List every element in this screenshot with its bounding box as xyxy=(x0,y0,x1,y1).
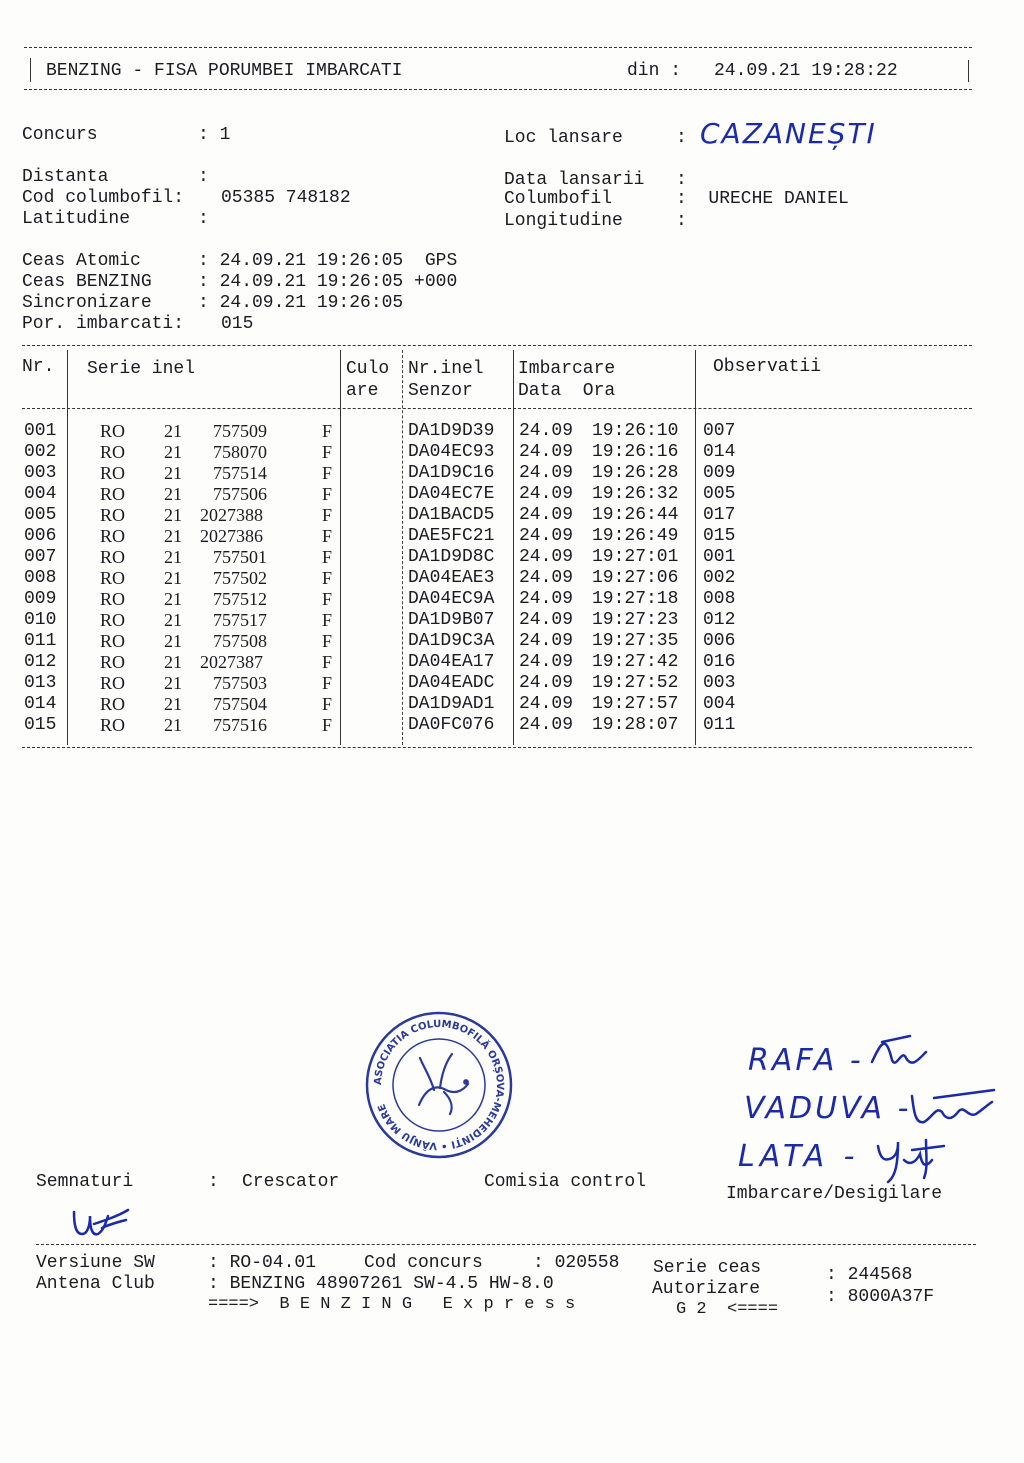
row-year: 21 xyxy=(164,505,182,525)
row-ring: 757508 xyxy=(213,631,267,651)
row-date: 24.09 xyxy=(519,694,574,714)
row-nr: 004 xyxy=(24,484,57,504)
handwritten-line-rafa: RAFA - xyxy=(748,1043,864,1078)
row-obs: 007 xyxy=(703,421,736,441)
row-date: 24.09 xyxy=(519,715,574,735)
por-imbarcati-value: 015 xyxy=(221,314,254,334)
row-nr: 005 xyxy=(24,505,57,525)
distanta-value: : xyxy=(198,167,209,187)
row-sex: F xyxy=(322,631,333,651)
ceas-benzing-value: : 24.09.21 19:26:05 +000 xyxy=(198,272,458,292)
handwritten-signature-1 xyxy=(862,1030,942,1080)
columbofil-value: : URECHE DANIEL xyxy=(676,189,849,209)
row-date: 24.09 xyxy=(519,421,574,441)
row-sex: F xyxy=(322,421,333,441)
concurs-value: : 1 xyxy=(198,125,231,145)
row-country: RO xyxy=(100,610,126,630)
row-time: 19:27:01 xyxy=(592,547,679,567)
semnaturi-label: Semnaturi xyxy=(36,1172,134,1192)
ceas-atomic-label: Ceas Atomic xyxy=(22,251,141,271)
row-country: RO xyxy=(100,463,126,483)
row-time: 19:26:44 xyxy=(592,505,679,525)
row-sex: F xyxy=(322,610,333,630)
row-nr: 001 xyxy=(24,421,57,441)
row-ring: 757506 xyxy=(213,484,267,504)
row-sensor: DA1D9D39 xyxy=(408,421,495,441)
row-nr: 012 xyxy=(24,652,57,672)
row-sensor: DA04EC7E xyxy=(408,484,495,504)
handwritten-line-lata: LATA - xyxy=(738,1139,860,1174)
col-culoare-header-1: Culo xyxy=(346,359,390,379)
row-sensor: DA04EA17 xyxy=(408,652,495,672)
row-year: 21 xyxy=(164,631,182,651)
row-country: RO xyxy=(100,652,126,672)
stamp-text: ASOCIATIA COLUMBOFILĂ ORȘOVA-MEHEDINȚI • VÂNJU MARE xyxy=(372,1018,506,1152)
row-obs: 014 xyxy=(703,442,736,462)
col-nrinel-header-1: Nr.inel xyxy=(408,359,484,379)
autorizare-value: : 8000A37F xyxy=(826,1287,935,1307)
row-country: RO xyxy=(100,694,126,714)
table-row xyxy=(0,548,1024,569)
row-country: RO xyxy=(100,442,126,462)
row-date: 24.09 xyxy=(519,589,574,609)
row-time: 19:26:10 xyxy=(592,421,679,441)
row-ring: 757501 xyxy=(213,547,267,567)
row-ring: 757516 xyxy=(213,715,267,735)
row-ring: 2027388 xyxy=(200,505,263,525)
association-stamp xyxy=(364,1010,514,1160)
antena-club-value: : BENZING 48907261 SW-4.5 HW-8.0 xyxy=(208,1274,554,1294)
crescator-signature xyxy=(66,1204,138,1244)
row-year: 21 xyxy=(164,547,182,567)
col-imbarcare-header-1: Imbarcare xyxy=(518,359,616,379)
table-row xyxy=(0,443,1024,464)
loc-lansare-label: Loc lansare xyxy=(504,128,623,148)
col-nr-header: Nr. xyxy=(22,357,55,377)
row-sex: F xyxy=(322,589,333,609)
row-sensor: DA04EC93 xyxy=(408,442,495,462)
data-lansarii-value: : xyxy=(676,170,687,190)
handwritten-signature-3 xyxy=(868,1132,952,1188)
row-year: 21 xyxy=(164,673,182,693)
table-row xyxy=(0,506,1024,527)
row-date: 24.09 xyxy=(519,610,574,630)
row-country: RO xyxy=(100,589,126,609)
loc-lansare-colon: : xyxy=(676,128,687,148)
col-observatii-header: Observatii xyxy=(713,357,822,377)
row-ring: 758070 xyxy=(213,442,267,462)
row-ring: 2027386 xyxy=(200,526,263,546)
benzing-express-model: G 2 <==== xyxy=(676,1300,779,1319)
dove-icon xyxy=(419,1054,468,1114)
table-row xyxy=(0,716,1024,737)
row-nr: 011 xyxy=(24,631,57,651)
row-obs: 015 xyxy=(703,526,736,546)
row-sensor: DA04EAE3 xyxy=(408,568,495,588)
por-imbarcati-label: Por. imbarcati: xyxy=(22,314,185,334)
row-obs: 006 xyxy=(703,631,736,651)
row-obs: 008 xyxy=(703,589,736,609)
handwritten-signature-2 xyxy=(904,1084,1000,1132)
row-sex: F xyxy=(322,526,333,546)
row-time: 19:27:57 xyxy=(592,694,679,714)
row-ring: 757502 xyxy=(213,568,267,588)
row-time: 19:27:42 xyxy=(592,652,679,672)
comisia-control-label: Comisia control xyxy=(484,1172,647,1192)
loc-lansare-value: CAZANEȘTI xyxy=(700,117,877,150)
row-time: 19:27:23 xyxy=(592,610,679,630)
row-year: 21 xyxy=(164,526,182,546)
row-nr: 013 xyxy=(24,673,57,693)
row-date: 24.09 xyxy=(519,673,574,693)
row-date: 24.09 xyxy=(519,631,574,651)
versiune-sw-label: Versiune SW xyxy=(36,1253,155,1273)
row-nr: 009 xyxy=(24,589,57,609)
row-sex: F xyxy=(322,547,333,567)
row-ring: 757514 xyxy=(213,463,267,483)
cod-columbofil-value: 05385 748182 xyxy=(221,188,351,208)
versiune-sw-value: : RO-04.01 xyxy=(208,1253,317,1273)
row-country: RO xyxy=(100,631,126,651)
row-nr: 008 xyxy=(24,568,57,588)
longitudine-label: Longitudine xyxy=(504,211,623,231)
row-country: RO xyxy=(100,673,126,693)
row-year: 21 xyxy=(164,694,182,714)
latitudine-label: Latitudine xyxy=(22,209,131,229)
row-time: 19:26:49 xyxy=(592,526,679,546)
row-country: RO xyxy=(100,505,126,525)
row-sensor: DA1D9AD1 xyxy=(408,694,495,714)
columbofil-label: Columbofil xyxy=(504,189,613,209)
row-sensor: DA1D9D8C xyxy=(408,547,495,567)
row-ring: 757503 xyxy=(213,673,267,693)
row-obs: 016 xyxy=(703,652,736,672)
distanta-label: Distanta xyxy=(22,167,109,187)
cod-columbofil-label: Cod columbofil: xyxy=(22,188,185,208)
row-year: 21 xyxy=(164,610,182,630)
row-sensor: DA1D9B07 xyxy=(408,610,495,630)
ceas-benzing-label: Ceas BENZING xyxy=(22,272,152,292)
table-row xyxy=(0,695,1024,716)
row-sex: F xyxy=(322,694,333,714)
row-date: 24.09 xyxy=(519,652,574,672)
row-sex: F xyxy=(322,715,333,735)
row-time: 19:27:18 xyxy=(592,589,679,609)
row-ring: 757517 xyxy=(213,610,267,630)
semnaturi-colon: : xyxy=(208,1172,219,1192)
col-imbarcare-header-2: Data Ora xyxy=(518,381,616,401)
row-obs: 003 xyxy=(703,673,736,693)
col-nrinel-header-2: Senzor xyxy=(408,381,473,401)
col-culoare-header-2: are xyxy=(346,381,379,401)
handwritten-line-vaduva: VADUVA - xyxy=(744,1091,912,1126)
table-row xyxy=(0,611,1024,632)
row-time: 19:26:28 xyxy=(592,463,679,483)
col-serie-header: Serie inel xyxy=(87,359,196,379)
row-sex: F xyxy=(322,442,333,462)
row-nr: 014 xyxy=(24,694,57,714)
row-ring: 757512 xyxy=(213,589,267,609)
row-date: 24.09 xyxy=(519,526,574,546)
row-time: 19:27:35 xyxy=(592,631,679,651)
row-sensor: DA04EC9A xyxy=(408,589,495,609)
row-sex: F xyxy=(322,505,333,525)
row-obs: 011 xyxy=(703,715,736,735)
row-sensor: DA1D9C3A xyxy=(408,631,495,651)
row-country: RO xyxy=(100,547,126,567)
sincronizare-value: : 24.09.21 19:26:05 xyxy=(198,293,404,313)
row-date: 24.09 xyxy=(519,568,574,588)
serie-ceas-value: : 244568 xyxy=(826,1265,913,1285)
serie-ceas-label: Serie ceas xyxy=(653,1258,762,1278)
row-date: 24.09 xyxy=(519,547,574,567)
longitudine-value: : xyxy=(676,211,687,231)
din-label: din : xyxy=(627,61,682,81)
table-row xyxy=(0,464,1024,485)
row-nr: 006 xyxy=(24,526,57,546)
cod-concurs-value: : 020558 xyxy=(533,1253,620,1273)
row-ring: 757504 xyxy=(213,694,267,714)
row-obs: 004 xyxy=(703,694,736,714)
ceas-atomic-value: : 24.09.21 19:26:05 GPS xyxy=(198,251,458,271)
table-row xyxy=(0,569,1024,590)
table-row xyxy=(0,674,1024,695)
row-year: 21 xyxy=(164,589,182,609)
row-time: 19:27:52 xyxy=(592,673,679,693)
benzing-express-banner: ====> B E N Z I N G E x p r e s s xyxy=(208,1295,576,1314)
row-nr: 003 xyxy=(24,463,57,483)
row-sensor: DA04EADC xyxy=(408,673,495,693)
table-row xyxy=(0,653,1024,674)
autorizare-label: Autorizare xyxy=(652,1279,761,1299)
row-ring: 757509 xyxy=(213,421,267,441)
row-time: 19:28:07 xyxy=(592,715,679,735)
row-sensor: DAE5FC21 xyxy=(408,526,495,546)
row-year: 21 xyxy=(164,421,182,441)
row-year: 21 xyxy=(164,463,182,483)
row-sex: F xyxy=(322,568,333,588)
row-obs: 001 xyxy=(703,547,736,567)
row-sensor: DA1BACD5 xyxy=(408,505,495,525)
row-country: RO xyxy=(100,568,126,588)
row-sensor: DA0FC076 xyxy=(408,715,495,735)
row-ring: 2027387 xyxy=(200,652,263,672)
row-time: 19:26:32 xyxy=(592,484,679,504)
row-sex: F xyxy=(322,652,333,672)
latitudine-value: : xyxy=(198,209,209,229)
row-nr: 015 xyxy=(24,715,57,735)
data-lansarii-label: Data lansarii xyxy=(504,170,645,190)
row-sex: F xyxy=(322,673,333,693)
row-country: RO xyxy=(100,526,126,546)
cod-concurs-label: Cod concurs xyxy=(364,1253,483,1273)
row-date: 24.09 xyxy=(519,463,574,483)
table-row xyxy=(0,485,1024,506)
row-sensor: DA1D9C16 xyxy=(408,463,495,483)
row-year: 21 xyxy=(164,652,182,672)
row-date: 24.09 xyxy=(519,484,574,504)
row-obs: 017 xyxy=(703,505,736,525)
row-obs: 012 xyxy=(703,610,736,630)
table-row xyxy=(0,527,1024,548)
row-nr: 002 xyxy=(24,442,57,462)
antena-club-label: Antena Club xyxy=(36,1274,155,1294)
row-year: 21 xyxy=(164,568,182,588)
row-country: RO xyxy=(100,715,126,735)
row-nr: 010 xyxy=(24,610,57,630)
document-title: BENZING - FISA PORUMBEI IMBARCATI xyxy=(46,61,403,81)
row-year: 21 xyxy=(164,442,182,462)
row-time: 19:27:06 xyxy=(592,568,679,588)
row-time: 19:26:16 xyxy=(592,442,679,462)
row-sex: F xyxy=(322,484,333,504)
row-obs: 009 xyxy=(703,463,736,483)
row-obs: 005 xyxy=(703,484,736,504)
row-nr: 007 xyxy=(24,547,57,567)
row-year: 21 xyxy=(164,484,182,504)
row-country: RO xyxy=(100,421,126,441)
sincronizare-label: Sincronizare xyxy=(22,293,152,313)
row-year: 21 xyxy=(164,715,182,735)
row-sex: F xyxy=(322,463,333,483)
table-row xyxy=(0,422,1024,443)
table-row xyxy=(0,632,1024,653)
row-date: 24.09 xyxy=(519,442,574,462)
table-row xyxy=(0,590,1024,611)
crescator-label: Crescator xyxy=(242,1172,340,1192)
row-obs: 002 xyxy=(703,568,736,588)
imbarcare-desigilare-label: Imbarcare/Desigilare xyxy=(726,1184,943,1204)
row-date: 24.09 xyxy=(519,505,574,525)
row-country: RO xyxy=(100,484,126,504)
concurs-label: Concurs xyxy=(22,125,98,145)
din-value: 24.09.21 19:28:22 xyxy=(714,61,898,81)
